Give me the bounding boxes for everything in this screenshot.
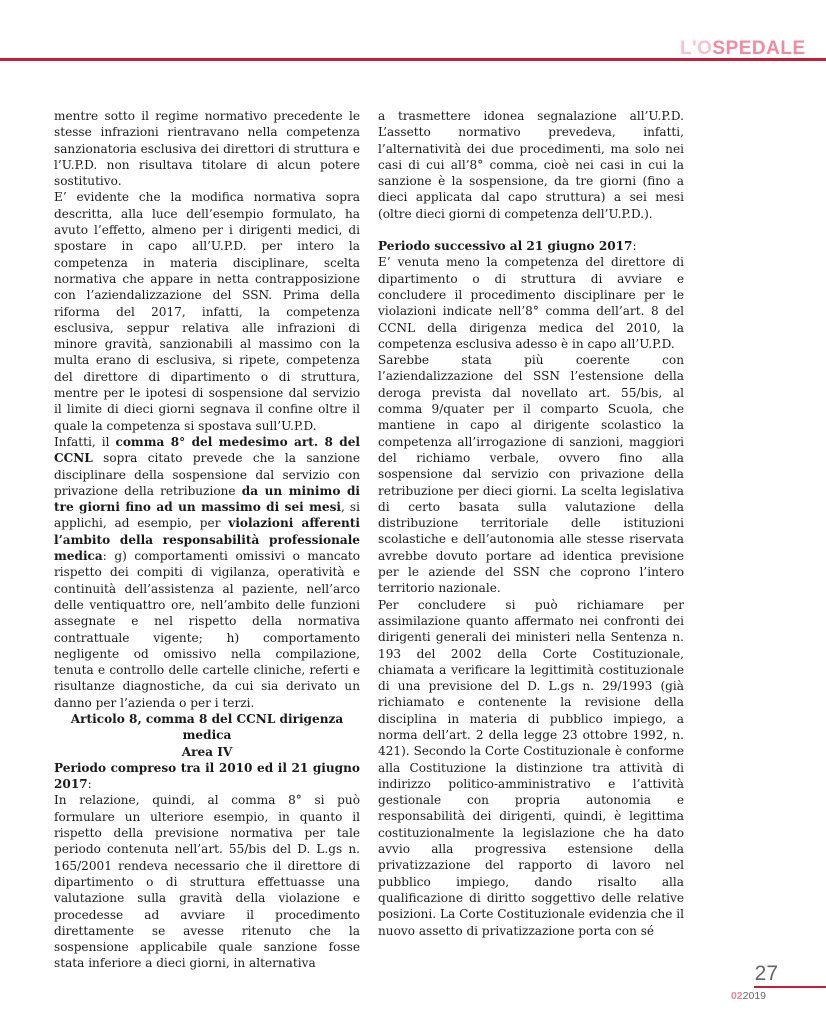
magazine-logo [680, 38, 806, 60]
colon: : [632, 239, 637, 254]
issue-number: 02 [730, 990, 743, 1002]
period-heading-text: Periodo compreso tra il 2010 ed il 21 giugno 2017 [54, 760, 360, 792]
colon: : [87, 777, 92, 792]
left-column [54, 108, 360, 972]
logo-title: SPEDALE [712, 38, 806, 59]
period-heading-2 [378, 238, 684, 254]
bold-run: comma 8° del medesimo art. 8 del CCNL [54, 434, 360, 466]
left-paragraph-4: In relazione, quindi, al comma 8° si può formulare un ulteriore esempio, in quanto il rispetto della previsione normativa per tale periodo contenuta nell’art. 55/bis del D. L.gs n. 165/2001 rendeva necessario che il direttore di dipartimento o di struttura effettuasse una valutazione sulla gravità della violazione e procedesse ad avviare il procedimento direttamente se avesse ritenuto che la sospensione applicabile quale sanzione fosse stata inferiore a dieci giorni, in alternativa [54, 793, 360, 971]
bold-run: violazioni afferenti l’ambito della responsabilità professionale medica [54, 516, 360, 564]
page-number: 27 [754, 962, 778, 985]
right-column [378, 108, 684, 939]
section-heading: Articolo 8, comma 8 del CCNL dirigenza medica [70, 711, 344, 743]
issue-label [731, 990, 766, 1002]
left-paragraph-3 [54, 434, 360, 711]
text-run: , si applichi, ad esempio, per [54, 500, 360, 531]
right-paragraph-1: a trasmettere idonea segnalazione all’U.P.D. L’assetto normativo prevedeva, infatti, l’alternatività dei due procedimenti, ma solo nei casi di cui all’8° comma, cioè nei casi in cui la sanzione è la sospensione, da tre giorni (fino a dieci applicata dal capo struttura) a sei mesi (oltre dieci giorni di competenza dell’U.P.D.). [378, 109, 684, 221]
logo-prefix: L'O [680, 38, 713, 59]
right-paragraph-2: E’ venuta meno la competenza del direttore di dipartimento o di struttura di avviare e concludere il procedimento disciplinare per le violazioni indicate nell’8° comma dell’art. 8 del CCNL della dirigenza medica del 2010, la competenza esclusiva adesso è in capo all’U.P.D. [378, 255, 684, 351]
right-paragraph-4: Per concludere si può richiamare per assimilazione quanto affermato nei confronti dei dirigenti generali dei ministeri nella Sentenza n. 193 del 2002 della Corte Costituzionale, chiamata a verificare la legittimità costituzionale di una previsione del D. L.gs n. 29/1993 (già richiamato e contenente la revisione della disciplina in materia di pubblico impiego, a norma dell’art. 2 della legge 23 ottobre 1992, n. 421). Secondo la Corte Costituzionale è conforme alla Costituzione la distinzione tra attività di indirizzo politico-amministrativo e l’attività gestionale con propria autonomia e responsabilità dei dirigenti, quindi, è legittima costituzionalmente la legislazione che ha dato avvio alla progressiva estensione della privatizzazione del rapporto di lavoro nel pubblico impiego, dando risalto alla qualificazione di diritto soggettivo delle relative posizioni. La Corte Costituzionale evidenzia che il nuovo assetto di privatizzazione porta con sé [378, 597, 684, 938]
text-run: sopra citato prevede che la sanzione disciplinare della sospensione dal servizio con privazione della retribuzione [54, 451, 360, 498]
section-subheading: Area IV [181, 744, 233, 759]
text-run: Infatti, il [54, 434, 116, 449]
right-paragraph-3: Sarebbe stata più coerente con l’aziendalizzazione del SSN l’estensione della deroga prevista dal novellato art. 55/bis, al comma 9/quater per il comparto Scuola, che mantiene in capo al dirigente scolastico la competenza all’irrogazione di sanzioni, maggiori del richiamo verbale, ovvero fino alla sospensione dal servizio con privazione della retribuzione per dieci giorni. La scelta legislativa di certo basata sulla valutazione della distribuzione territoriale delle istituzioni scolastiche e dell’autonomia alle stesse riservata avrebbe dovuto portare ad identica previsione per le aziende del SSN che coprono l’intero territorio nazionale. [378, 353, 684, 596]
text-run: : g) comportamenti omissivi o mancato rispetto dei compiti di vigilanza, operatività e continuità dell’assistenza al paziente, nell’arco delle ventiquattro ore, nell’ambito delle funzioni assegnate e nel rispetto della normativa contrattuale vigente; h) comportamento negligente od omissivo nella compilazione, tenuta e controllo delle cartelle cliniche, referti e risultanze diagnostiche, da cui sia derivato un danno per l’azienda o per i terzi. [54, 549, 360, 710]
left-paragraph-1: mentre sotto il regime normativo precedente le stesse infrazioni rientravano nella competenza sanzionatoria esclusiva dei direttori di struttura e l’U.P.D. non risultava titolare di alcun potere sostitutivo. [54, 109, 360, 189]
issue-year: 2019 [742, 990, 766, 1002]
period-heading-text: Periodo successivo al 21 giugno 2017 [378, 239, 633, 254]
period-heading-1 [54, 760, 360, 793]
footer-rule [754, 986, 826, 988]
left-paragraph-2: E’ evidente che la modifica normativa sopra descritta, alla luce dell’esempio formulato, ha avuto l’effetto, almeno per i dirigenti medici, di spostare in capo all’U.P.D. per intero la competenza in materia disciplinare, scelta normativa che appare in netta contrapposizione con l’aziendalizzazione del SSN. Prima della riforma del 2017, infatti, la competenza esclusiva, seppur relativa alle infrazioni di minore gravità, sanzionabili al massimo con la multa erano di esclusiva, si ripete, competenza del direttore di dipartimento o di struttura, mentre per le ipotesi di sospensione dal servizio il limite di dieci giorni segnava il confine oltre il quale la competenza si spostava sull’U.P.D. [54, 190, 360, 433]
bold-run: da un minimo di tre giorni fino ad un massimo di sei mesi [54, 483, 360, 515]
